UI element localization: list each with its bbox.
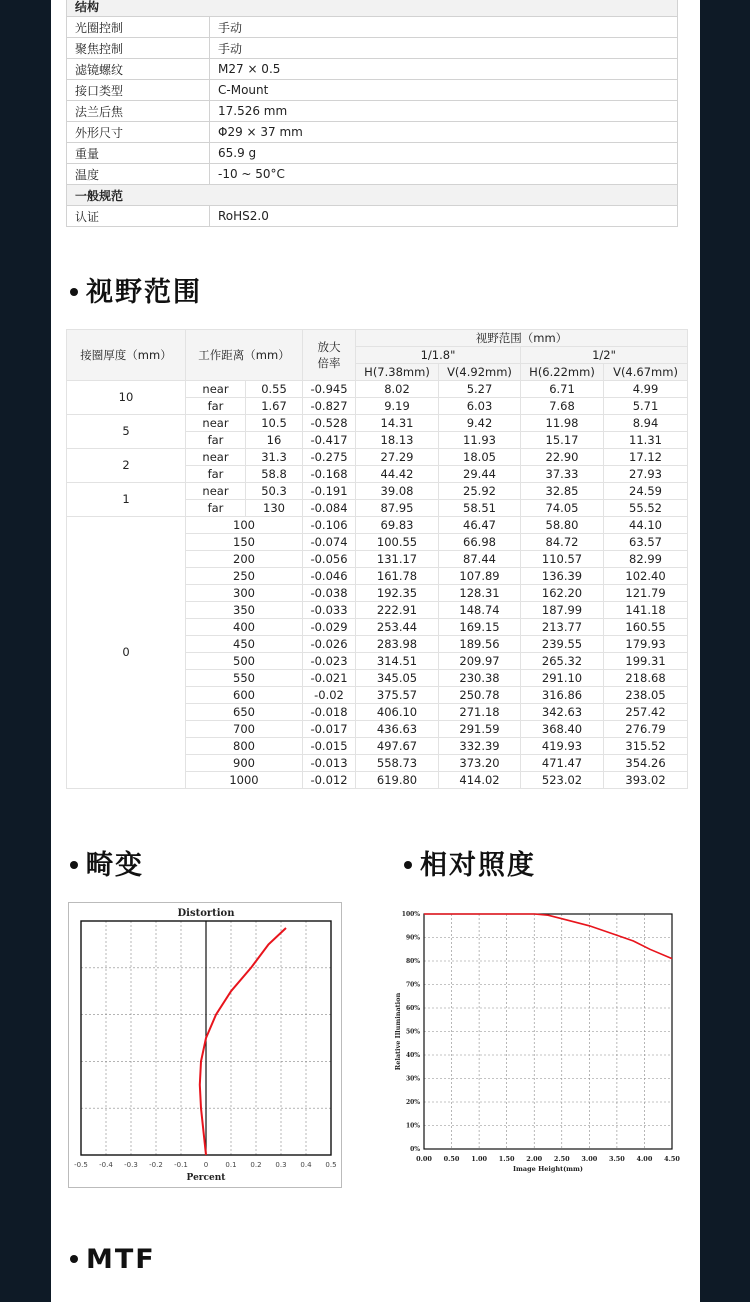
distortion-chart [69, 903, 341, 1187]
spec-table [66, 0, 678, 227]
c2-cell: 46.47 [439, 517, 521, 534]
mag-cell: -0.417 [303, 432, 356, 449]
table-row [67, 381, 688, 398]
x-tick-label: 3.00 [581, 1155, 598, 1163]
c3-cell: 84.72 [521, 534, 604, 551]
c1-cell: 39.08 [356, 483, 439, 500]
mag-cell: -0.026 [303, 636, 356, 653]
spec-value: Φ29 × 37 mm [210, 122, 678, 143]
y-tick-label: 0% [410, 1146, 420, 1153]
wd-cell: 400 [186, 619, 303, 636]
c1-cell: 9.19 [356, 398, 439, 415]
y-tick-label: 20% [405, 1099, 420, 1106]
spec-section-row [67, 185, 678, 206]
c3-cell: 316.86 [521, 687, 604, 704]
c2-cell: 87.44 [439, 551, 521, 568]
c3-cell: 419.93 [521, 738, 604, 755]
x-tick-label: 4.00 [636, 1155, 653, 1163]
header-magnification [303, 330, 356, 381]
spec-value: 手动 [210, 38, 678, 59]
c2-cell: 5.27 [439, 381, 521, 398]
c4-cell: 238.05 [604, 687, 688, 704]
pos-cell: near [186, 415, 246, 432]
fov-heading [70, 270, 202, 309]
header-fov: 视野范围（mm） [356, 330, 688, 347]
x-tick-label: 0.3 [275, 1161, 287, 1169]
header-mag-line2: 倍率 [317, 356, 341, 370]
x-tick-label: 3.50 [608, 1155, 625, 1163]
c3-cell: 11.98 [521, 415, 604, 432]
c3-cell: 265.32 [521, 653, 604, 670]
x-tick-label: 1.00 [471, 1155, 488, 1163]
c3-cell: 7.68 [521, 398, 604, 415]
c3-cell: 368.40 [521, 721, 604, 738]
c1-cell: 406.10 [356, 704, 439, 721]
mag-cell: -0.528 [303, 415, 356, 432]
c4-cell: 160.55 [604, 619, 688, 636]
c4-cell: 179.93 [604, 636, 688, 653]
pos-cell: far [186, 432, 246, 449]
mag-cell: -0.033 [303, 602, 356, 619]
illumination-heading [404, 843, 536, 882]
spec-value: C-Mount [210, 80, 678, 101]
c3-cell: 15.17 [521, 432, 604, 449]
mag-cell: -0.084 [303, 500, 356, 517]
spec-value: 手动 [210, 17, 678, 38]
fov-title: 视野范围 [86, 277, 202, 308]
x-tick-label: 0.4 [300, 1161, 312, 1169]
c1-cell: 375.57 [356, 687, 439, 704]
c4-cell: 5.71 [604, 398, 688, 415]
header-col-h1: H(7.38mm) [356, 364, 439, 381]
y-tick-label: 50% [405, 1028, 420, 1036]
x-tick-label: -0.2 [149, 1161, 163, 1169]
c2-cell: 250.78 [439, 687, 521, 704]
c1-cell: 18.13 [356, 432, 439, 449]
c4-cell: 102.40 [604, 568, 688, 585]
x-tick-label: 0.00 [416, 1155, 432, 1163]
c2-cell: 209.97 [439, 653, 521, 670]
mag-cell: -0.012 [303, 772, 356, 789]
header-working-distance: 工作距离（mm） [186, 330, 303, 381]
c3-cell: 213.77 [521, 619, 604, 636]
spec-row [67, 101, 678, 122]
spec-row [67, 59, 678, 80]
bullet-dot-icon [70, 861, 78, 869]
pos-cell: far [186, 398, 246, 415]
c3-cell: 22.90 [521, 449, 604, 466]
c1-cell: 14.31 [356, 415, 439, 432]
x-tick-label: 1.50 [498, 1155, 515, 1163]
c2-cell: 169.15 [439, 619, 521, 636]
c3-cell: 342.63 [521, 704, 604, 721]
x-tick-label: 0 [203, 1161, 209, 1169]
wd-cell: 800 [186, 738, 303, 755]
x-tick-label: -0.5 [74, 1161, 88, 1169]
table-row [67, 415, 688, 432]
spec-key: 外形尺寸 [67, 122, 210, 143]
c4-cell: 82.99 [604, 551, 688, 568]
mag-cell: -0.106 [303, 517, 356, 534]
mag-cell: -0.191 [303, 483, 356, 500]
x-tick-label: -0.3 [124, 1161, 138, 1169]
mag-cell: -0.074 [303, 534, 356, 551]
wd-cell: 600 [186, 687, 303, 704]
c3-cell: 239.55 [521, 636, 604, 653]
c4-cell: 63.57 [604, 534, 688, 551]
c3-cell: 37.33 [521, 466, 604, 483]
header-sensor-2: 1/2" [521, 347, 688, 364]
c2-cell: 25.92 [439, 483, 521, 500]
c1-cell: 558.73 [356, 755, 439, 772]
c1-cell: 69.83 [356, 517, 439, 534]
c1-cell: 131.17 [356, 551, 439, 568]
wd-cell: 450 [186, 636, 303, 653]
x-tick-label: 0.1 [225, 1161, 237, 1169]
illumination-chart-frame [388, 902, 688, 1186]
mag-cell: -0.038 [303, 585, 356, 602]
spacer-cell: 2 [67, 449, 186, 483]
table-row [67, 449, 688, 466]
spec-key: 温度 [67, 164, 210, 185]
illumination-title: 相对照度 [420, 850, 536, 881]
wd-cell: 200 [186, 551, 303, 568]
spec-value: -10 ~ 50°C [210, 164, 678, 185]
spec-row [67, 17, 678, 38]
spec-value: M27 × 0.5 [210, 59, 678, 80]
c4-cell: 121.79 [604, 585, 688, 602]
c4-cell: 44.10 [604, 517, 688, 534]
c4-cell: 55.52 [604, 500, 688, 517]
spec-key: 认证 [67, 206, 210, 227]
y-tick-label: 60% [405, 1005, 420, 1012]
c4-cell: 276.79 [604, 721, 688, 738]
header-col-v2: V(4.67mm) [604, 364, 688, 381]
c1-cell: 314.51 [356, 653, 439, 670]
mag-cell: -0.056 [303, 551, 356, 568]
x-tick-label: 2.50 [553, 1155, 570, 1163]
c2-cell: 9.42 [439, 415, 521, 432]
spec-row [67, 80, 678, 101]
y-tick-label: 100% [401, 911, 420, 918]
spec-key: 法兰后焦 [67, 101, 210, 122]
header-sensor-1: 1/1.8" [356, 347, 521, 364]
wd-cell: 16 [246, 432, 303, 449]
header-col-h2: H(6.22mm) [521, 364, 604, 381]
distortion-series-line [200, 928, 286, 1155]
c3-cell: 471.47 [521, 755, 604, 772]
c1-cell: 619.80 [356, 772, 439, 789]
wd-cell: 50.3 [246, 483, 303, 500]
c2-cell: 128.31 [439, 585, 521, 602]
c2-cell: 189.56 [439, 636, 521, 653]
spacer-cell: 5 [67, 415, 186, 449]
c3-cell: 187.99 [521, 602, 604, 619]
c1-cell: 87.95 [356, 500, 439, 517]
wd-cell: 700 [186, 721, 303, 738]
pos-cell: far [186, 466, 246, 483]
c1-cell: 27.29 [356, 449, 439, 466]
wd-cell: 100 [186, 517, 303, 534]
c4-cell: 17.12 [604, 449, 688, 466]
mtf-heading [70, 1244, 156, 1275]
wd-cell: 900 [186, 755, 303, 772]
header-col-v1: V(4.92mm) [439, 364, 521, 381]
wd-cell: 250 [186, 568, 303, 585]
x-tick-label: -0.4 [99, 1161, 113, 1169]
wd-cell: 550 [186, 670, 303, 687]
c3-cell: 523.02 [521, 772, 604, 789]
spec-value: 65.9 g [210, 143, 678, 164]
mag-cell: -0.017 [303, 721, 356, 738]
c3-cell: 74.05 [521, 500, 604, 517]
wd-cell: 31.3 [246, 449, 303, 466]
distortion-heading [70, 843, 144, 882]
pos-cell: near [186, 381, 246, 398]
c4-cell: 8.94 [604, 415, 688, 432]
table-row [67, 483, 688, 500]
c1-cell: 8.02 [356, 381, 439, 398]
pos-cell: far [186, 500, 246, 517]
c2-cell: 291.59 [439, 721, 521, 738]
c1-cell: 192.35 [356, 585, 439, 602]
spec-key: 接口类型 [67, 80, 210, 101]
mag-cell: -0.275 [303, 449, 356, 466]
c4-cell: 141.18 [604, 602, 688, 619]
spec-key: 聚焦控制 [67, 38, 210, 59]
c2-cell: 18.05 [439, 449, 521, 466]
c1-cell: 283.98 [356, 636, 439, 653]
c4-cell: 11.31 [604, 432, 688, 449]
spec-section-row [67, 0, 678, 17]
distortion-chart-frame [68, 902, 342, 1188]
mag-cell: -0.013 [303, 755, 356, 772]
c3-cell: 58.80 [521, 517, 604, 534]
c2-cell: 11.93 [439, 432, 521, 449]
pos-cell: near [186, 483, 246, 500]
c3-cell: 136.39 [521, 568, 604, 585]
pos-cell: near [186, 449, 246, 466]
c2-cell: 373.20 [439, 755, 521, 772]
mag-cell: -0.023 [303, 653, 356, 670]
c4-cell: 24.59 [604, 483, 688, 500]
c2-cell: 230.38 [439, 670, 521, 687]
spec-section-label: 一般规范 [67, 185, 678, 206]
mag-cell: -0.827 [303, 398, 356, 415]
fov-table [66, 329, 688, 789]
c2-cell: 332.39 [439, 738, 521, 755]
x-tick-label: 0.5 [325, 1161, 337, 1169]
c2-cell: 6.03 [439, 398, 521, 415]
spec-row [67, 164, 678, 185]
mag-cell: -0.046 [303, 568, 356, 585]
spec-row [67, 143, 678, 164]
c4-cell: 199.31 [604, 653, 688, 670]
distortion-title: 畸变 [86, 850, 144, 881]
c1-cell: 44.42 [356, 466, 439, 483]
c1-cell: 497.67 [356, 738, 439, 755]
y-tick-label: 90% [405, 934, 420, 942]
mtf-title: MTF [86, 1244, 156, 1275]
bullet-dot-icon [70, 1255, 78, 1263]
mag-cell: -0.945 [303, 381, 356, 398]
wd-cell: 350 [186, 602, 303, 619]
table-row [67, 517, 688, 534]
bullet-dot-icon [70, 288, 78, 296]
wd-cell: 1000 [186, 772, 303, 789]
c2-cell: 58.51 [439, 500, 521, 517]
wd-cell: 10.5 [246, 415, 303, 432]
spec-section-label: 结构 [67, 0, 678, 17]
bullet-dot-icon [404, 861, 412, 869]
c3-cell: 6.71 [521, 381, 604, 398]
c2-cell: 107.89 [439, 568, 521, 585]
spacer-cell: 10 [67, 381, 186, 415]
wd-cell: 650 [186, 704, 303, 721]
mag-cell: -0.168 [303, 466, 356, 483]
c4-cell: 393.02 [604, 772, 688, 789]
spec-row [67, 38, 678, 59]
spec-row [67, 206, 678, 227]
spec-key: 光圈控制 [67, 17, 210, 38]
y-tick-label: 10% [405, 1122, 420, 1130]
mag-cell: -0.015 [303, 738, 356, 755]
c3-cell: 162.20 [521, 585, 604, 602]
x-tick-label: 0.2 [250, 1161, 262, 1169]
header-mag-line1: 放大 [317, 340, 341, 354]
spec-value: 17.526 mm [210, 101, 678, 122]
illumination-chart [388, 902, 688, 1186]
spec-key: 滤镜螺纹 [67, 59, 210, 80]
c4-cell: 4.99 [604, 381, 688, 398]
x-tick-label: 0.50 [443, 1155, 460, 1163]
c3-cell: 32.85 [521, 483, 604, 500]
c1-cell: 253.44 [356, 619, 439, 636]
header-spacer: 接圈厚度（mm） [67, 330, 186, 381]
c4-cell: 354.26 [604, 755, 688, 772]
wd-cell: 1.67 [246, 398, 303, 415]
mag-cell: -0.018 [303, 704, 356, 721]
c2-cell: 148.74 [439, 602, 521, 619]
spec-key: 重量 [67, 143, 210, 164]
spacer-cell: 1 [67, 483, 186, 517]
y-tick-label: 40% [405, 1052, 420, 1059]
c4-cell: 218.68 [604, 670, 688, 687]
y-axis-label: Relative Illumination [394, 992, 402, 1071]
x-tick-label: -0.1 [174, 1161, 188, 1169]
spec-value: RoHS2.0 [210, 206, 678, 227]
mag-cell: -0.02 [303, 687, 356, 704]
c4-cell: 257.42 [604, 704, 688, 721]
c3-cell: 291.10 [521, 670, 604, 687]
c1-cell: 436.63 [356, 721, 439, 738]
c1-cell: 161.78 [356, 568, 439, 585]
x-tick-label: 4.50 [664, 1155, 680, 1163]
wd-cell: 0.55 [246, 381, 303, 398]
wd-cell: 130 [246, 500, 303, 517]
c2-cell: 29.44 [439, 466, 521, 483]
c4-cell: 27.93 [604, 466, 688, 483]
x-axis-label: Percent [186, 1173, 226, 1183]
c2-cell: 271.18 [439, 704, 521, 721]
c4-cell: 315.52 [604, 738, 688, 755]
mag-cell: -0.029 [303, 619, 356, 636]
wd-cell: 58.8 [246, 466, 303, 483]
y-tick-label: 80% [405, 958, 420, 965]
c2-cell: 66.98 [439, 534, 521, 551]
c1-cell: 345.05 [356, 670, 439, 687]
c3-cell: 110.57 [521, 551, 604, 568]
y-tick-label: 70% [405, 981, 420, 989]
c1-cell: 100.55 [356, 534, 439, 551]
spec-row [67, 122, 678, 143]
mag-cell: -0.021 [303, 670, 356, 687]
wd-cell: 150 [186, 534, 303, 551]
spacer-cell: 0 [67, 517, 186, 789]
wd-cell: 500 [186, 653, 303, 670]
y-tick-label: 30% [405, 1075, 420, 1083]
x-tick-label: 2.00 [526, 1155, 543, 1163]
c2-cell: 414.02 [439, 772, 521, 789]
c1-cell: 222.91 [356, 602, 439, 619]
chart-title: Distortion [177, 908, 235, 919]
illumination-series-line [424, 914, 672, 959]
x-axis-label: Image Height(mm) [513, 1165, 583, 1173]
wd-cell: 300 [186, 585, 303, 602]
